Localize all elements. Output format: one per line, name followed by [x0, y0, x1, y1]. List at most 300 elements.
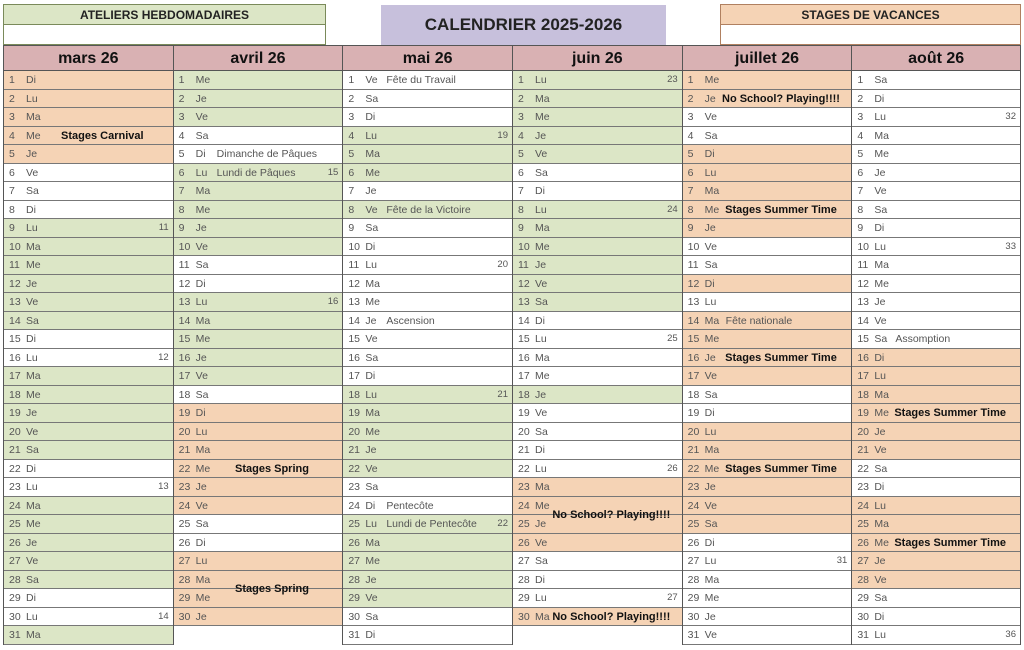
weekday: Ve [195, 111, 208, 123]
weekday: Di [874, 610, 885, 623]
day-number: 26 [348, 536, 361, 549]
day-row[interactable] [174, 608, 343, 627]
weekday: Me [704, 203, 720, 216]
day-number: 3 [9, 111, 15, 123]
day-row[interactable] [683, 164, 852, 183]
day-row[interactable] [683, 108, 852, 127]
weekday: Sa [195, 259, 209, 271]
day-row[interactable] [513, 404, 682, 423]
day-row[interactable] [343, 589, 512, 608]
day-row[interactable] [343, 90, 512, 109]
day-row[interactable] [4, 238, 173, 257]
day-row[interactable] [683, 182, 852, 201]
day-row[interactable] [852, 127, 1020, 146]
day-row[interactable] [4, 127, 173, 146]
day-row[interactable] [683, 312, 852, 331]
day-row[interactable] [4, 293, 173, 312]
weekday: Sa [874, 74, 888, 86]
day-row[interactable] [174, 423, 343, 442]
day-row[interactable] [852, 90, 1020, 109]
weekday: Me [195, 592, 211, 604]
day-number: 5 [687, 148, 694, 160]
day-row[interactable] [343, 219, 512, 238]
day-row[interactable] [513, 349, 682, 368]
weekday: Me [195, 203, 211, 216]
weekday: Ve [874, 314, 887, 327]
day-row[interactable] [343, 534, 512, 553]
day-row[interactable] [513, 127, 682, 146]
day-row[interactable] [174, 293, 343, 312]
day-row[interactable] [174, 312, 343, 331]
day-row[interactable] [343, 626, 512, 645]
day-row[interactable] [343, 404, 512, 423]
month-column [173, 45, 343, 645]
day-number: 8 [857, 203, 864, 216]
day-row[interactable] [343, 293, 512, 312]
week-number: 25 [667, 333, 678, 344]
day-row[interactable] [513, 552, 682, 571]
day-row[interactable] [4, 441, 173, 460]
day-row[interactable] [343, 367, 512, 386]
weekday: Sa [535, 555, 548, 567]
weekday: Je [26, 407, 38, 419]
day-row[interactable] [343, 423, 512, 442]
day-row[interactable] [174, 182, 343, 201]
day-row[interactable] [343, 349, 512, 368]
day-row[interactable] [4, 201, 173, 220]
day-row[interactable] [852, 571, 1020, 590]
day-row[interactable] [343, 515, 512, 534]
weekday: Ve [535, 148, 548, 160]
weekday: Lu [535, 203, 547, 216]
weekday: Ma [704, 185, 720, 197]
day-row[interactable] [683, 256, 852, 275]
day-row[interactable] [683, 515, 852, 534]
day-row[interactable] [683, 127, 852, 146]
day-row[interactable] [852, 108, 1020, 127]
day-row[interactable] [4, 534, 173, 553]
day-number: 4 [518, 129, 524, 142]
weekday: Di [874, 92, 885, 105]
day-row[interactable] [4, 552, 173, 571]
day-row[interactable] [852, 164, 1020, 183]
month-column [851, 45, 1021, 645]
weekday: Me [874, 407, 889, 419]
day-row[interactable] [852, 608, 1020, 627]
week-number: 19 [497, 129, 508, 141]
day-row[interactable] [343, 238, 512, 257]
day-row[interactable] [343, 441, 512, 460]
day-row[interactable] [683, 145, 852, 164]
day-row[interactable] [852, 238, 1020, 257]
day-row[interactable] [683, 349, 852, 368]
day-number: 1 [857, 74, 864, 86]
day-number: 31 [9, 629, 21, 641]
day-row[interactable] [513, 608, 682, 627]
day-number: 15 [518, 333, 530, 345]
weekday: Ve [195, 240, 208, 253]
day-row[interactable] [343, 571, 512, 590]
weekday: Ve [195, 499, 208, 512]
day-row[interactable] [852, 312, 1020, 331]
day-number: 11 [9, 259, 20, 271]
day-number: 15 [178, 333, 191, 345]
day-row[interactable] [174, 552, 343, 571]
weekday: Ma [195, 444, 211, 456]
day-row[interactable] [683, 552, 852, 571]
day-row[interactable] [683, 571, 852, 590]
day-row[interactable] [343, 164, 512, 183]
day-row[interactable] [4, 256, 173, 275]
day-number: 16 [178, 351, 191, 364]
day-row[interactable] [513, 478, 682, 497]
day-row[interactable] [174, 515, 343, 534]
weekday: Di [365, 111, 376, 123]
day-number: 25 [348, 518, 361, 530]
day-row[interactable] [683, 219, 852, 238]
month-column [512, 45, 682, 645]
day-row[interactable] [513, 108, 682, 127]
day-row[interactable] [852, 71, 1020, 90]
day-number: 16 [518, 351, 530, 364]
week-number: 21 [497, 388, 508, 400]
day-number: 8 [348, 203, 355, 216]
day-row[interactable] [174, 367, 343, 386]
day-row[interactable] [4, 330, 173, 349]
day-row[interactable] [174, 330, 343, 349]
weekday: Di [365, 499, 376, 512]
day-number: 21 [178, 444, 191, 456]
day-row[interactable] [174, 256, 343, 275]
day-number: 23 [178, 481, 191, 493]
day-row[interactable] [4, 90, 173, 109]
camp-label: Stages Summer Time [894, 536, 1006, 549]
day-row[interactable] [852, 367, 1020, 386]
day-row[interactable] [513, 145, 682, 164]
month-header: juin 26 [513, 45, 682, 71]
holiday-name: Fête du Travail [386, 74, 456, 86]
day-row[interactable] [852, 460, 1020, 479]
day-number: 19 [687, 407, 700, 419]
day-row[interactable] [683, 275, 852, 294]
day-row[interactable] [513, 497, 682, 516]
day-row[interactable] [852, 293, 1020, 312]
day-row[interactable] [343, 127, 512, 146]
day-number: 25 [9, 518, 21, 530]
day-row[interactable] [852, 497, 1020, 516]
day-row[interactable] [513, 460, 682, 479]
day-number: 5 [857, 148, 864, 160]
day-row[interactable] [343, 330, 512, 349]
weekday: Je [704, 351, 716, 364]
day-row[interactable] [852, 478, 1020, 497]
weekday: Je [704, 610, 716, 623]
day-row[interactable] [852, 145, 1020, 164]
day-number: 21 [348, 444, 361, 456]
day-row[interactable] [513, 423, 682, 442]
weekday: Me [874, 536, 889, 549]
weekday: Lu [26, 92, 38, 105]
day-row[interactable] [4, 219, 173, 238]
day-row[interactable] [683, 423, 852, 442]
weekday: Lu [195, 425, 208, 438]
day-row[interactable] [852, 404, 1020, 423]
day-row[interactable] [852, 534, 1020, 553]
day-row[interactable] [174, 349, 343, 368]
day-row[interactable] [513, 164, 682, 183]
weekday: Me [535, 111, 550, 123]
day-row[interactable] [4, 312, 173, 331]
day-row[interactable] [343, 478, 512, 497]
day-row[interactable] [4, 589, 173, 608]
day-row[interactable] [4, 164, 173, 183]
day-row[interactable] [852, 626, 1020, 645]
day-row[interactable] [852, 275, 1020, 294]
day-row[interactable] [4, 460, 173, 479]
day-number: 9 [518, 222, 524, 234]
weekday: Me [704, 592, 720, 604]
day-row[interactable] [4, 367, 173, 386]
day-row[interactable] [852, 386, 1020, 405]
weekday: Lu [874, 370, 887, 382]
day-number: 11 [857, 259, 869, 271]
day-row[interactable] [174, 571, 343, 590]
day-row[interactable] [852, 219, 1020, 238]
day-row[interactable] [513, 201, 682, 220]
day-number: 24 [518, 499, 530, 512]
day-number: 17 [9, 370, 21, 382]
weekday: Ve [535, 536, 548, 549]
day-row[interactable] [683, 201, 852, 220]
week-number: 22 [497, 518, 508, 529]
day-row[interactable] [4, 497, 173, 516]
day-row[interactable] [683, 478, 852, 497]
day-row[interactable] [683, 534, 852, 553]
day-row[interactable] [683, 404, 852, 423]
day-row[interactable] [4, 275, 173, 294]
day-row[interactable] [852, 423, 1020, 442]
day-row[interactable] [343, 108, 512, 127]
day-row[interactable] [343, 71, 512, 90]
weekday: Ma [365, 277, 380, 290]
day-number: 1 [518, 74, 524, 86]
day-row[interactable] [174, 275, 343, 294]
day-row[interactable] [683, 608, 852, 627]
day-row[interactable] [852, 552, 1020, 571]
weekday: Di [26, 74, 36, 86]
day-row[interactable] [4, 145, 173, 164]
day-row[interactable] [343, 256, 512, 275]
week-number: 31 [836, 555, 848, 566]
day-row[interactable] [343, 312, 512, 331]
day-row[interactable] [174, 127, 343, 146]
day-number: 29 [518, 592, 530, 604]
day-row[interactable] [4, 478, 173, 497]
weekday: Ve [704, 111, 717, 123]
day-number: 30 [518, 610, 530, 623]
day-number: 11 [518, 259, 529, 271]
day-row[interactable] [513, 312, 682, 331]
day-number: 22 [518, 462, 530, 475]
day-row[interactable] [174, 71, 343, 90]
day-row[interactable] [683, 589, 852, 608]
day-row[interactable] [174, 108, 343, 127]
day-row[interactable] [852, 441, 1020, 460]
weekday: Sa [874, 462, 888, 475]
day-number: 5 [518, 148, 524, 160]
holiday-name: Ascension [386, 314, 435, 327]
weekday: Lu [874, 240, 887, 253]
day-number: 29 [178, 592, 191, 604]
day-row[interactable] [343, 552, 512, 571]
day-row[interactable] [852, 330, 1020, 349]
day-number: 26 [857, 536, 870, 549]
weekday: Lu [26, 610, 38, 623]
day-row[interactable] [4, 386, 173, 405]
day-row[interactable] [683, 330, 852, 349]
day-number: 13 [9, 296, 21, 308]
day-row[interactable] [683, 386, 852, 405]
weekday: Ma [704, 444, 720, 456]
day-row[interactable] [513, 367, 682, 386]
day-row[interactable] [174, 386, 343, 405]
day-number: 31 [687, 629, 700, 641]
day-row[interactable] [343, 182, 512, 201]
day-number: 28 [178, 573, 191, 586]
day-row[interactable] [513, 515, 682, 534]
day-row[interactable] [343, 201, 512, 220]
day-row[interactable] [513, 589, 682, 608]
day-row[interactable] [174, 219, 343, 238]
day-row[interactable] [513, 534, 682, 553]
day-row[interactable] [683, 497, 852, 516]
day-row[interactable] [683, 293, 852, 312]
weekday: Sa [365, 351, 379, 364]
day-row[interactable] [4, 108, 173, 127]
weekday: Sa [195, 518, 209, 530]
camp-label: No School? Playing!!!! [722, 92, 840, 105]
day-row[interactable] [513, 441, 682, 460]
day-row[interactable] [852, 589, 1020, 608]
day-row[interactable] [4, 608, 173, 627]
day-number: 14 [9, 314, 21, 327]
weekday: Sa [195, 129, 209, 142]
day-row[interactable] [852, 349, 1020, 368]
day-row[interactable] [174, 589, 343, 608]
weekday: Lu [704, 296, 717, 308]
day-row[interactable] [174, 478, 343, 497]
day-row[interactable] [174, 460, 343, 479]
day-row[interactable] [174, 145, 343, 164]
day-row[interactable] [343, 386, 512, 405]
day-row[interactable] [343, 608, 512, 627]
day-row[interactable] [683, 238, 852, 257]
weekday: Sa [26, 444, 39, 456]
weekday: Ve [365, 333, 378, 345]
day-row[interactable] [513, 293, 682, 312]
day-row[interactable] [4, 626, 173, 645]
day-row[interactable] [174, 238, 343, 257]
day-row[interactable] [513, 71, 682, 90]
camp-label: Stages Summer Time [725, 462, 837, 475]
day-row[interactable] [174, 534, 343, 553]
day-row[interactable] [513, 256, 682, 275]
weekday: Ma [874, 518, 889, 530]
day-row[interactable] [513, 275, 682, 294]
day-number: 8 [687, 203, 694, 216]
day-row[interactable] [683, 71, 852, 90]
day-row[interactable] [174, 441, 343, 460]
day-row[interactable] [513, 386, 682, 405]
day-row[interactable] [343, 460, 512, 479]
day-row[interactable] [4, 182, 173, 201]
weekday: Di [874, 481, 885, 493]
month-column [3, 45, 173, 645]
day-row[interactable] [513, 182, 682, 201]
day-row[interactable] [174, 201, 343, 220]
day-row[interactable] [852, 201, 1020, 220]
day-row[interactable] [513, 90, 682, 109]
day-row[interactable] [513, 238, 682, 257]
weekday: Di [365, 370, 376, 382]
day-row[interactable] [513, 219, 682, 238]
weekday: Lu [365, 388, 378, 401]
day-row[interactable] [174, 404, 343, 423]
weekday: Lu [535, 74, 547, 86]
weekday: Ve [704, 370, 717, 382]
day-row[interactable] [683, 460, 852, 479]
day-row[interactable] [4, 571, 173, 590]
day-row[interactable] [4, 71, 173, 90]
day-row[interactable] [852, 256, 1020, 275]
day-row[interactable] [174, 497, 343, 516]
day-row[interactable] [683, 626, 852, 645]
day-row[interactable] [683, 367, 852, 386]
day-row[interactable] [343, 145, 512, 164]
day-number: 14 [857, 314, 870, 327]
weekday: Ma [26, 629, 41, 641]
day-row[interactable] [174, 90, 343, 109]
day-row[interactable] [683, 90, 852, 109]
weekday: Di [365, 240, 376, 253]
day-row[interactable] [343, 497, 512, 516]
day-row[interactable] [4, 423, 173, 442]
day-row[interactable] [852, 182, 1020, 201]
weekday: Ve [365, 462, 378, 475]
weekday: Je [704, 222, 716, 234]
day-row[interactable] [513, 330, 682, 349]
weekday: Je [195, 92, 207, 105]
day-row[interactable] [852, 515, 1020, 534]
day-number: 21 [857, 444, 870, 456]
day-row[interactable] [4, 349, 173, 368]
day-row[interactable] [513, 571, 682, 590]
day-row[interactable] [4, 515, 173, 534]
day-row[interactable] [174, 164, 343, 183]
day-row[interactable] [683, 441, 852, 460]
weekday: Me [874, 277, 889, 290]
weekday: Je [26, 148, 38, 160]
day-number: 8 [9, 203, 15, 216]
weekday: Lu [704, 166, 717, 179]
weekday: Ma [874, 259, 889, 271]
weekday: Me [195, 462, 211, 475]
day-number: 9 [178, 222, 185, 234]
day-number: 17 [687, 370, 700, 382]
weekday: Ma [195, 314, 211, 327]
day-row[interactable] [4, 404, 173, 423]
day-row[interactable] [343, 275, 512, 294]
